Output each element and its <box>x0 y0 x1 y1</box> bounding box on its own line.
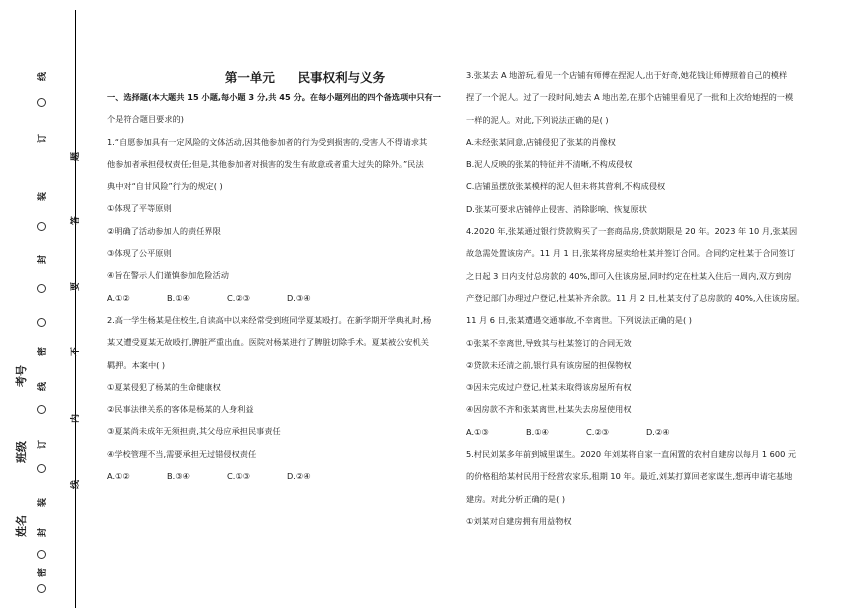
binding-char: 封 <box>38 527 49 538</box>
binding-hole <box>37 98 46 107</box>
question-1-options <box>107 287 452 309</box>
unit-title: 民事权利与义务 <box>297 70 386 85</box>
question-1-item: ③体现了公平原则 <box>107 248 172 259</box>
question-4-stem: 11 月 6 日,张某遭遇交通事故,不幸离世。下列说法正确的是( ) <box>466 315 692 326</box>
binding-char: 密 <box>38 567 49 578</box>
left-column <box>107 86 452 487</box>
question-5-stem: 5.村民刘某多年前到城里谋生。2020 年刘某将自家一直闲置的农村自建房以每月 1 600 元 <box>466 449 797 460</box>
option-a[interactable]: A.①③ <box>466 426 489 437</box>
binding-margin <box>0 0 80 608</box>
page-title <box>80 68 530 86</box>
binding-hole <box>37 222 46 231</box>
exam-number-label: 考号 <box>15 365 28 387</box>
right-column <box>466 64 816 532</box>
name-label: 姓名 <box>15 515 28 537</box>
binding-char: 线 <box>38 71 49 82</box>
question-4-item: ③因未完成过户登记,杜某未取得该房屋所有权 <box>466 382 632 393</box>
question-4-options <box>466 421 816 443</box>
question-3-stem: 一样的泥人。对此,下列说法正确的是( ) <box>466 114 609 125</box>
option-b[interactable]: B.①④ <box>167 292 190 303</box>
binding-hole <box>37 405 46 414</box>
question-2-item: ②民事法律关系的客体是杨某的人身利益 <box>107 404 254 415</box>
option-c[interactable]: C.②③ <box>586 426 609 437</box>
question-1-stem: 1.“自愿参加具有一定风险的文体活动,因其他参加者的行为受到损害的,受害人不得请求其 <box>107 136 428 147</box>
binding-hole <box>37 464 46 473</box>
question-5-item: ①刘某对自建房拥有用益物权 <box>466 515 572 526</box>
binding-inner-char: 题 <box>71 151 82 162</box>
question-1-item: ②明确了活动参加人的责任界限 <box>107 225 221 236</box>
question-1-stem: 典中对“自甘风险”行为的规定( ) <box>107 181 223 192</box>
binding-char: 订 <box>38 439 49 450</box>
option-d[interactable]: D.②④ <box>646 426 670 437</box>
question-5-stem: 建房。对此分析正确的是( ) <box>466 493 566 504</box>
question-2-stem: 2.高一学生杨某是住校生,自读高中以来经常受到班同学夏某殴打。在新学期开学典礼时,杨 <box>107 314 432 325</box>
option-b[interactable]: B.③④ <box>167 471 190 482</box>
binding-inner-char: 要 <box>71 281 82 292</box>
binding-char: 装 <box>38 191 49 202</box>
binding-hole <box>37 318 46 327</box>
option-c[interactable]: C.①③ <box>227 471 250 482</box>
option-d[interactable]: D.③④ <box>287 292 311 303</box>
question-4-item: ④因房款不齐和张某离世,杜某失去房屋使用权 <box>466 404 632 415</box>
question-2-item: ③夏某尚未成年无须担责,其父母应承担民事责任 <box>107 426 281 437</box>
option-a[interactable]: A.①② <box>107 471 130 482</box>
binding-char: 订 <box>38 133 49 144</box>
binding-hole <box>37 550 46 559</box>
option-b[interactable]: B.①④ <box>526 426 549 437</box>
question-1-item: ①体现了平等原则 <box>107 203 172 214</box>
question-3-option[interactable]: C.店铺虽摆放张某模样的泥人但未将其营利,不构成侵权 <box>466 181 666 192</box>
binding-char: 密 <box>38 346 49 357</box>
section-heading: 个是符合题目要求的) <box>107 114 184 125</box>
question-3-stem: 捏了一个泥人。过了一段时间,她去 A 地出差,在那个店铺里看见了一批和上次给她捏的一模 <box>466 92 794 103</box>
option-a[interactable]: A.①② <box>107 292 130 303</box>
binding-char: 封 <box>38 254 49 265</box>
question-3-option[interactable]: A.未经张某同意,店铺侵犯了张某的肖像权 <box>466 136 616 147</box>
class-label: 班级 <box>15 441 28 463</box>
binding-char: 线 <box>38 381 49 392</box>
question-4-stem: 产登记部门办理过户登记,杜某补齐余款。11 月 2 日,杜某支付了总房款的 40%,入住该房屋。 <box>466 292 805 303</box>
question-4-stem: 4.2020 年,张某通过银行贷款购买了一套商品房,贷款期限是 20 年。2023 年 10 月,张某因 <box>466 226 798 237</box>
question-1-stem: 他参加者承担侵权责任;但是,其他参加者对损害的发生有故意或者重大过失的除外。”民法 <box>107 158 424 169</box>
question-4-stem: 之日起 3 日内支付总房款的 40%,即可入住该房屋,同时约定在杜某入住后一周内,双方到房 <box>466 270 792 281</box>
binding-hole <box>37 584 46 593</box>
unit-label: 第一单元 <box>224 70 275 85</box>
question-4-stem: 故急需处置该房产。11 月 1 日,张某将房屋卖给杜某并签订合同。合同约定杜某于合同签订 <box>466 248 795 259</box>
question-3-option[interactable]: D.张某可要求店铺停止侵害、消除影响、恢复原状 <box>466 203 647 214</box>
binding-char: 装 <box>38 497 49 508</box>
binding-line <box>75 10 76 608</box>
binding-hole <box>37 284 46 293</box>
question-2-stem: 某又遭受夏某无故殴打,脾脏严重出血。医院对杨某进行了脾脏切除手术。夏某被公安机关 <box>107 337 429 348</box>
option-d[interactable]: D.②④ <box>287 471 311 482</box>
option-c[interactable]: C.②③ <box>227 292 250 303</box>
section-heading: 一、选择题(本大题共 15 小题,每小题 3 分,共 45 分。在每小题列出的四个备选项中只有一 <box>107 92 441 102</box>
question-2-options <box>107 465 452 487</box>
question-2-item: ④学校管理不当,需要承担无过错侵权责任 <box>107 448 257 459</box>
question-2-item: ①夏某侵犯了杨某的生命健康权 <box>107 381 221 392</box>
binding-inner-char: 答 <box>71 215 82 226</box>
question-4-item: ①张某不幸离世,导致其与杜某签订的合同无效 <box>466 337 632 348</box>
question-2-stem: 羁押。本案中( ) <box>107 359 166 370</box>
question-4-item: ②贷款未还清之前,银行具有该房屋的担保物权 <box>466 359 632 370</box>
question-5-stem: 的价格租给某村民用于经营农家乐,租期 10 年。最近,刘某打算回老家谋生,想再申请宅基地 <box>466 471 793 482</box>
question-1-item: ④旨在警示人们谨慎参加危险活动 <box>107 270 229 281</box>
question-3-stem: 3.张某去 A 地游玩,看见一个店铺有师傅在捏泥人,出于好奇,她花钱让师傅照着自己的模样 <box>466 70 788 80</box>
binding-inner-char: 不 <box>71 346 82 357</box>
binding-inner-char: 内 <box>71 413 82 424</box>
question-3-option[interactable]: B.泥人反映的张某的特征并不清晰,不构成侵权 <box>466 159 633 170</box>
binding-inner-char: 线 <box>71 479 82 490</box>
